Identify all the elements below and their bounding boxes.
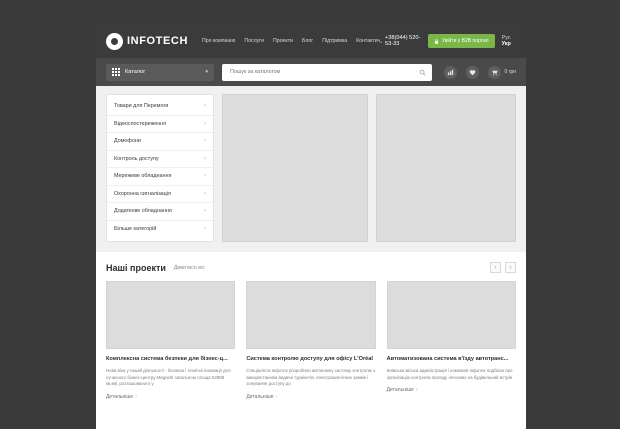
projects-card-list [106, 281, 516, 400]
catalog-item-label: Додаткове обладнання [114, 208, 172, 215]
hero-banner-primary[interactable] [222, 94, 368, 242]
burger-icon [112, 68, 120, 76]
catalog-button-label: Каталог [125, 69, 146, 75]
lang-option-ru[interactable]: Рус [501, 35, 511, 41]
catalog-item-label: Товари для Перемоги [114, 103, 169, 110]
site-logo[interactable] [106, 33, 188, 50]
header-icon-group [444, 66, 516, 79]
nav-item-services[interactable]: Послуги [244, 38, 264, 44]
nav-item-projects[interactable]: Проекти [272, 38, 293, 44]
cart-block[interactable] [488, 66, 516, 79]
catalog-item-label: Більше категорій [114, 226, 157, 233]
project-card[interactable] [106, 281, 235, 400]
browser-window [96, 24, 526, 429]
search-field-wrapper[interactable] [222, 64, 432, 81]
nav-item-about[interactable]: Про компанію [202, 38, 236, 44]
phone-text: +38(044) 520-53-33 [385, 35, 421, 47]
projects-title: Наші проекти [106, 262, 166, 273]
chevron-right-icon: › [204, 103, 206, 110]
nav-item-contacts[interactable]: Контакти [356, 38, 378, 44]
projects-section [96, 252, 526, 412]
chevron-down-icon: ▾ [205, 69, 208, 75]
b2b-portal-button[interactable] [428, 34, 495, 48]
projects-view-all-link[interactable]: Дивитися всі [173, 264, 205, 271]
catalog-item-more-categories[interactable] [107, 221, 213, 239]
project-excerpt: Нова віха у нашій діяльності - безпека і технічні інновації для сучасного бізнес-центру Magnetit загальною площа 52988 кв.мй, розташованого у [106, 368, 231, 387]
chevron-right-icon: › [275, 393, 278, 400]
logo-icon [106, 33, 123, 50]
project-card[interactable] [387, 281, 516, 400]
chevron-right-icon: › [204, 120, 206, 127]
catalog-item-additional-equipment[interactable] [107, 203, 213, 221]
nav-item-support[interactable]: Підтримка [322, 38, 348, 44]
lock-icon [434, 39, 439, 44]
project-title: Комплексна система безпеки для бізнес-ц... [106, 356, 228, 362]
catalog-item-label: Домофони [114, 138, 141, 145]
header-actions [378, 34, 516, 48]
search-icon[interactable] [419, 69, 426, 76]
chevron-right-icon: › [135, 393, 137, 400]
hero-banners [222, 94, 516, 242]
project-thumbnail[interactable] [387, 281, 516, 349]
catalog-item-security-alarm[interactable] [107, 186, 213, 204]
language-switcher[interactable] [502, 35, 516, 47]
hero-banner-secondary[interactable] [376, 94, 516, 242]
chevron-right-icon: › [204, 173, 206, 180]
search-input[interactable] [228, 68, 419, 76]
project-title: Система контролю доступу для офісу L'Oréal [246, 356, 373, 362]
catalog-menu [106, 94, 214, 242]
b2b-portal-label: Увійти у B2B портал [441, 38, 489, 44]
compare-icon[interactable] [444, 66, 457, 79]
cart-icon[interactable] [488, 66, 501, 79]
hero-section [96, 86, 526, 252]
catalog-item-label: Відеоспостереження [114, 120, 167, 127]
lang-option-ua[interactable]: Укр [501, 41, 511, 47]
projects-carousel-arrows [490, 262, 516, 273]
project-title: Автоматизована система в'їзду автотранс... [386, 356, 509, 362]
catalog-item-label: Мережеве обладнання [114, 173, 172, 180]
phone-number[interactable] [378, 35, 421, 47]
phone-icon [378, 38, 382, 44]
project-details-link[interactable] [387, 387, 516, 393]
project-excerpt: Київська міська адміністрація і компанія Інфотех подбали про організацію контролю проїзду легкових на будівельний встрів [386, 368, 513, 380]
carousel-prev-button[interactable]: ‹ [490, 262, 501, 273]
catalog-item-access-control[interactable] [107, 151, 213, 169]
project-details-label: Детальніше [246, 393, 274, 400]
catalog-item-intercoms[interactable] [107, 133, 213, 151]
project-details-label: Детальніше [386, 387, 414, 394]
heart-icon[interactable] [466, 66, 479, 79]
project-thumbnail[interactable] [246, 281, 375, 349]
chevron-right-icon: › [415, 387, 418, 394]
catalog-item-victory[interactable] [107, 98, 213, 116]
cart-total: 0 грн [504, 69, 516, 75]
chevron-right-icon: › [204, 190, 206, 197]
nav-item-blog[interactable]: Блог [301, 38, 314, 44]
project-details-label: Детальніше [106, 393, 134, 400]
projects-header [106, 262, 516, 273]
catalog-item-network-equipment[interactable] [107, 168, 213, 186]
chevron-right-icon: › [204, 138, 206, 145]
catalog-item-label: Контроль доступу [114, 155, 159, 162]
project-details-link[interactable] [246, 394, 375, 400]
chevron-right-icon: › [204, 208, 206, 215]
chevron-right-icon: › [204, 155, 206, 162]
project-card[interactable] [246, 281, 375, 400]
catalog-search-bar [96, 58, 526, 86]
main-nav [202, 38, 378, 44]
logo-text: INFOTECH [127, 35, 189, 47]
catalog-button[interactable] [106, 64, 214, 81]
catalog-item-video-surveillance[interactable] [107, 116, 213, 134]
project-details-link[interactable] [106, 394, 235, 400]
carousel-next-button[interactable]: › [505, 262, 516, 273]
catalog-item-label: Охоронна сигналізація [114, 190, 171, 197]
project-excerpt: Спеціалісти Інфотех розробили автономну систему контролю з використанням видачи турнікетів, електромагнітних замків і зонування доступу до [246, 368, 376, 387]
site-header [96, 24, 526, 58]
chevron-right-icon: › [204, 226, 206, 233]
project-thumbnail[interactable] [106, 281, 235, 349]
